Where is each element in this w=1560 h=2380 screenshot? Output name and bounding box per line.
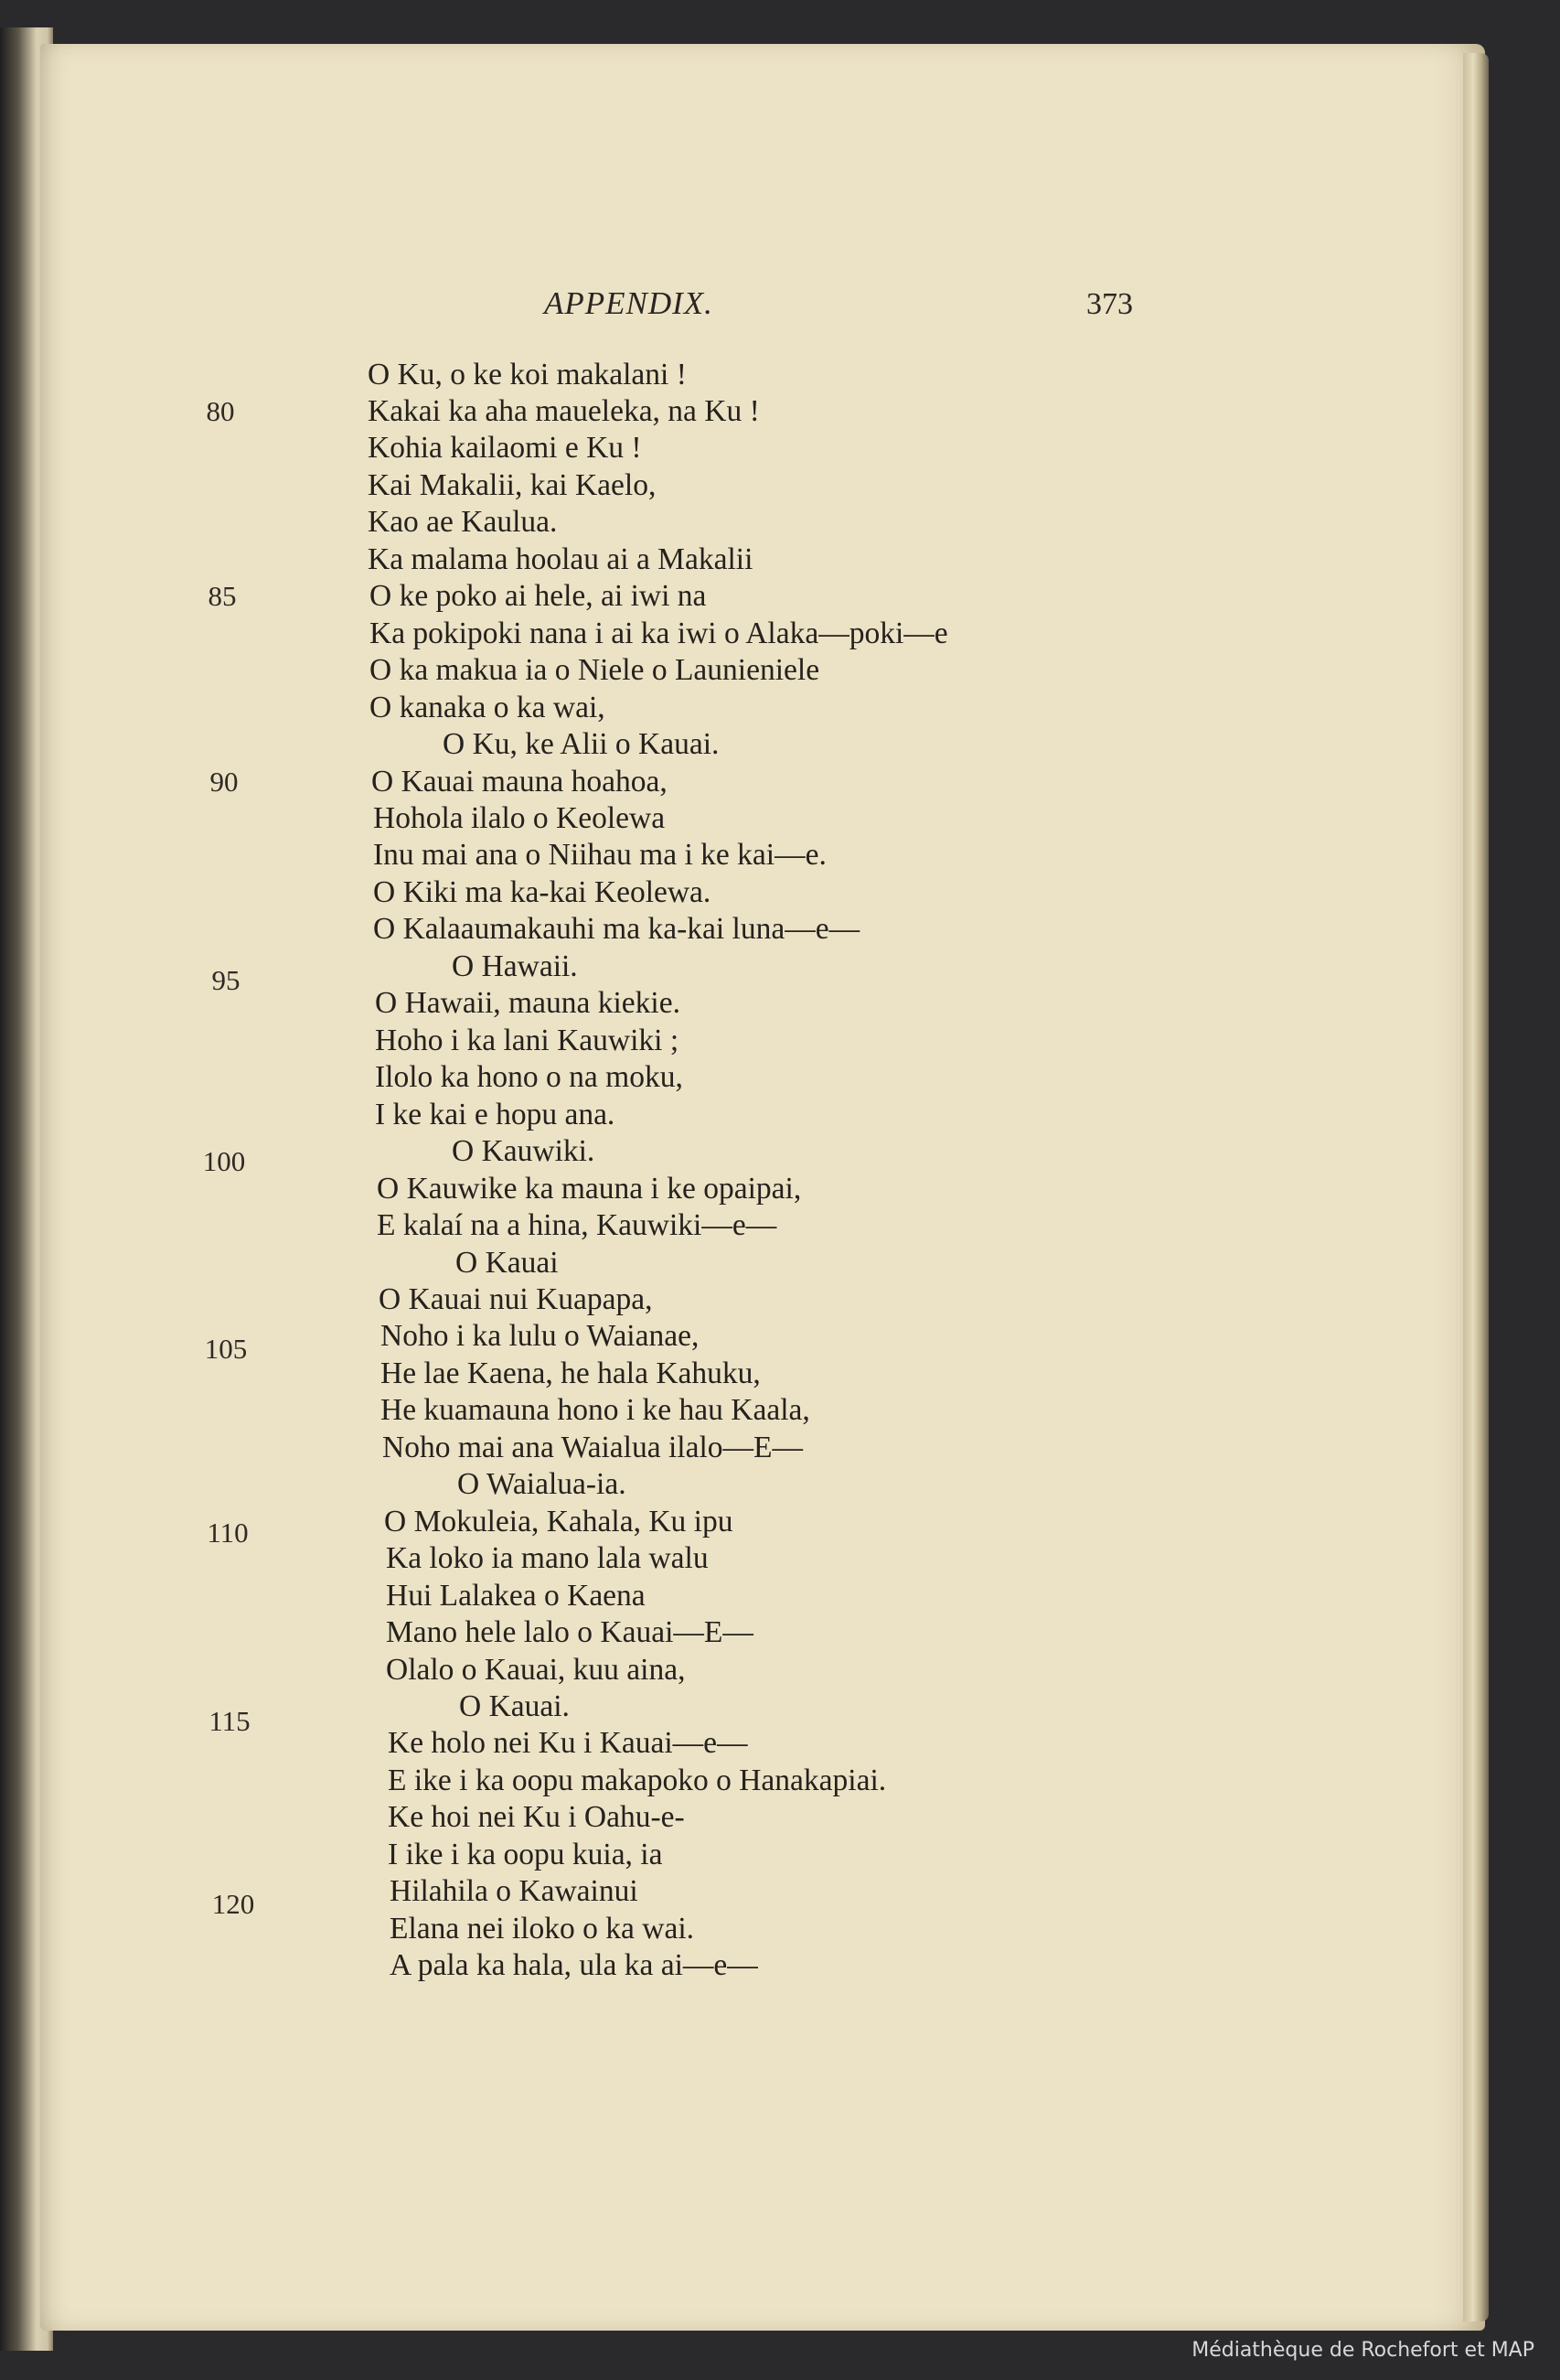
- poem-line: A pala ka hala, ula ka ai—e—: [390, 1948, 758, 1982]
- poem-line: Ilolo ka hono o na moku,: [375, 1060, 683, 1094]
- line-number: 100: [202, 1145, 246, 1177]
- poem-line: O Kauai: [455, 1246, 559, 1280]
- line-number: 95: [211, 964, 240, 996]
- poem-line: O kanaka o ka wai,: [369, 691, 605, 724]
- poem-line: He kuamauna hono i ke hau Kaala,: [380, 1393, 810, 1427]
- source-credit: Médiathèque de Rochefort et MAP: [1191, 2339, 1534, 2362]
- poem-line: Olalo o Kauai, kuu aina,: [386, 1653, 686, 1687]
- poem-line: O Hawaii, mauna kiekie.: [375, 986, 680, 1020]
- page-fore-edge: [1463, 53, 1489, 2321]
- poem-line: O Hawaii.: [452, 949, 578, 983]
- poem-line: Ke holo nei Ku i Kauai—e—: [388, 1726, 748, 1760]
- poem-line: O Kauwiki.: [452, 1134, 595, 1168]
- page-number: 373: [1086, 287, 1133, 321]
- poem-line: O Ku, o ke koi makalani !: [368, 358, 687, 391]
- poem-line: Ka pokipoki nana i ai ka iwi o Alaka—poki—e: [369, 616, 948, 650]
- poem-line: O Kauwike ka mauna i ke opaipai,: [377, 1172, 802, 1206]
- running-head: APPENDIX.: [544, 285, 713, 321]
- line-number: 110: [207, 1517, 249, 1549]
- poem-line: Noho mai ana Waialua ilalo—E—: [382, 1431, 803, 1464]
- poem-line: Hilahila o Kawainui: [390, 1874, 638, 1908]
- poem-line: Noho i ka lulu o Waianae,: [380, 1319, 700, 1353]
- poem-line: O Kauai mauna hoahoa,: [371, 765, 668, 799]
- line-number: 120: [211, 1888, 255, 1920]
- poem-line: He lae Kaena, he hala Kahuku,: [380, 1356, 761, 1390]
- poem-line: O Kauai.: [459, 1689, 570, 1723]
- poem-line: Kohia kailaomi e Ku !: [368, 431, 642, 465]
- poem-line: Hohola ilalo o Keolewa: [373, 801, 666, 835]
- line-number: 105: [204, 1333, 248, 1365]
- poem-line: O Kiki ma ka-kai Keolewa.: [373, 875, 711, 909]
- poem-line: Kai Makalii, kai Kaelo,: [368, 468, 657, 502]
- poem-line: I ke kai e hopu ana.: [375, 1098, 615, 1131]
- poem-line: Ke hoi nei Ku i Oahu-e-: [388, 1800, 685, 1834]
- poem-line: Mano hele lalo o Kauai—E—: [386, 1615, 753, 1649]
- poem-line: Hui Lalakea o Kaena: [386, 1579, 646, 1613]
- poem-line: O Kauai nui Kuapapa,: [379, 1282, 653, 1316]
- poem-line: O Kalaaumakauhi ma ka-kai luna—e—: [373, 912, 860, 946]
- poem-line: Ka malama hoolau ai a Makalii: [368, 542, 753, 576]
- line-number: 90: [209, 766, 239, 798]
- line-number: 115: [208, 1705, 251, 1737]
- poem-line: O Waialua-ia.: [457, 1467, 626, 1501]
- line-number: 85: [208, 580, 237, 612]
- poem-line: O Ku, ke Alii o Kauai.: [443, 727, 720, 761]
- line-number: 80: [206, 395, 235, 427]
- poem-line: Ka loko ia mano lala walu: [386, 1541, 709, 1575]
- poem-line: I ike i ka oopu kuia, ia: [388, 1838, 663, 1871]
- poem-line: E kalaí na a hina, Kauwiki—e—: [377, 1208, 777, 1242]
- poem-line: Elana nei iloko o ka wai.: [390, 1912, 695, 1946]
- poem-line: Kakai ka aha maueleka, na Ku !: [368, 394, 760, 428]
- poem-line: Kao ae Kaulua.: [368, 505, 558, 539]
- poem-line: Hoho i ka lani Kauwiki ;: [375, 1024, 679, 1057]
- poem-line: O ke poko ai hele, ai iwi na: [369, 579, 707, 613]
- poem-line: Inu mai ana o Niihau ma i ke kai—e.: [373, 838, 827, 872]
- poem-line: O Mokuleia, Kahala, Ku ipu: [384, 1505, 733, 1538]
- poem-line: E ike i ka oopu makapoko o Hanakapiai.: [388, 1764, 887, 1797]
- poem-line: O ka makua ia o Niele o Launieniele: [369, 653, 820, 687]
